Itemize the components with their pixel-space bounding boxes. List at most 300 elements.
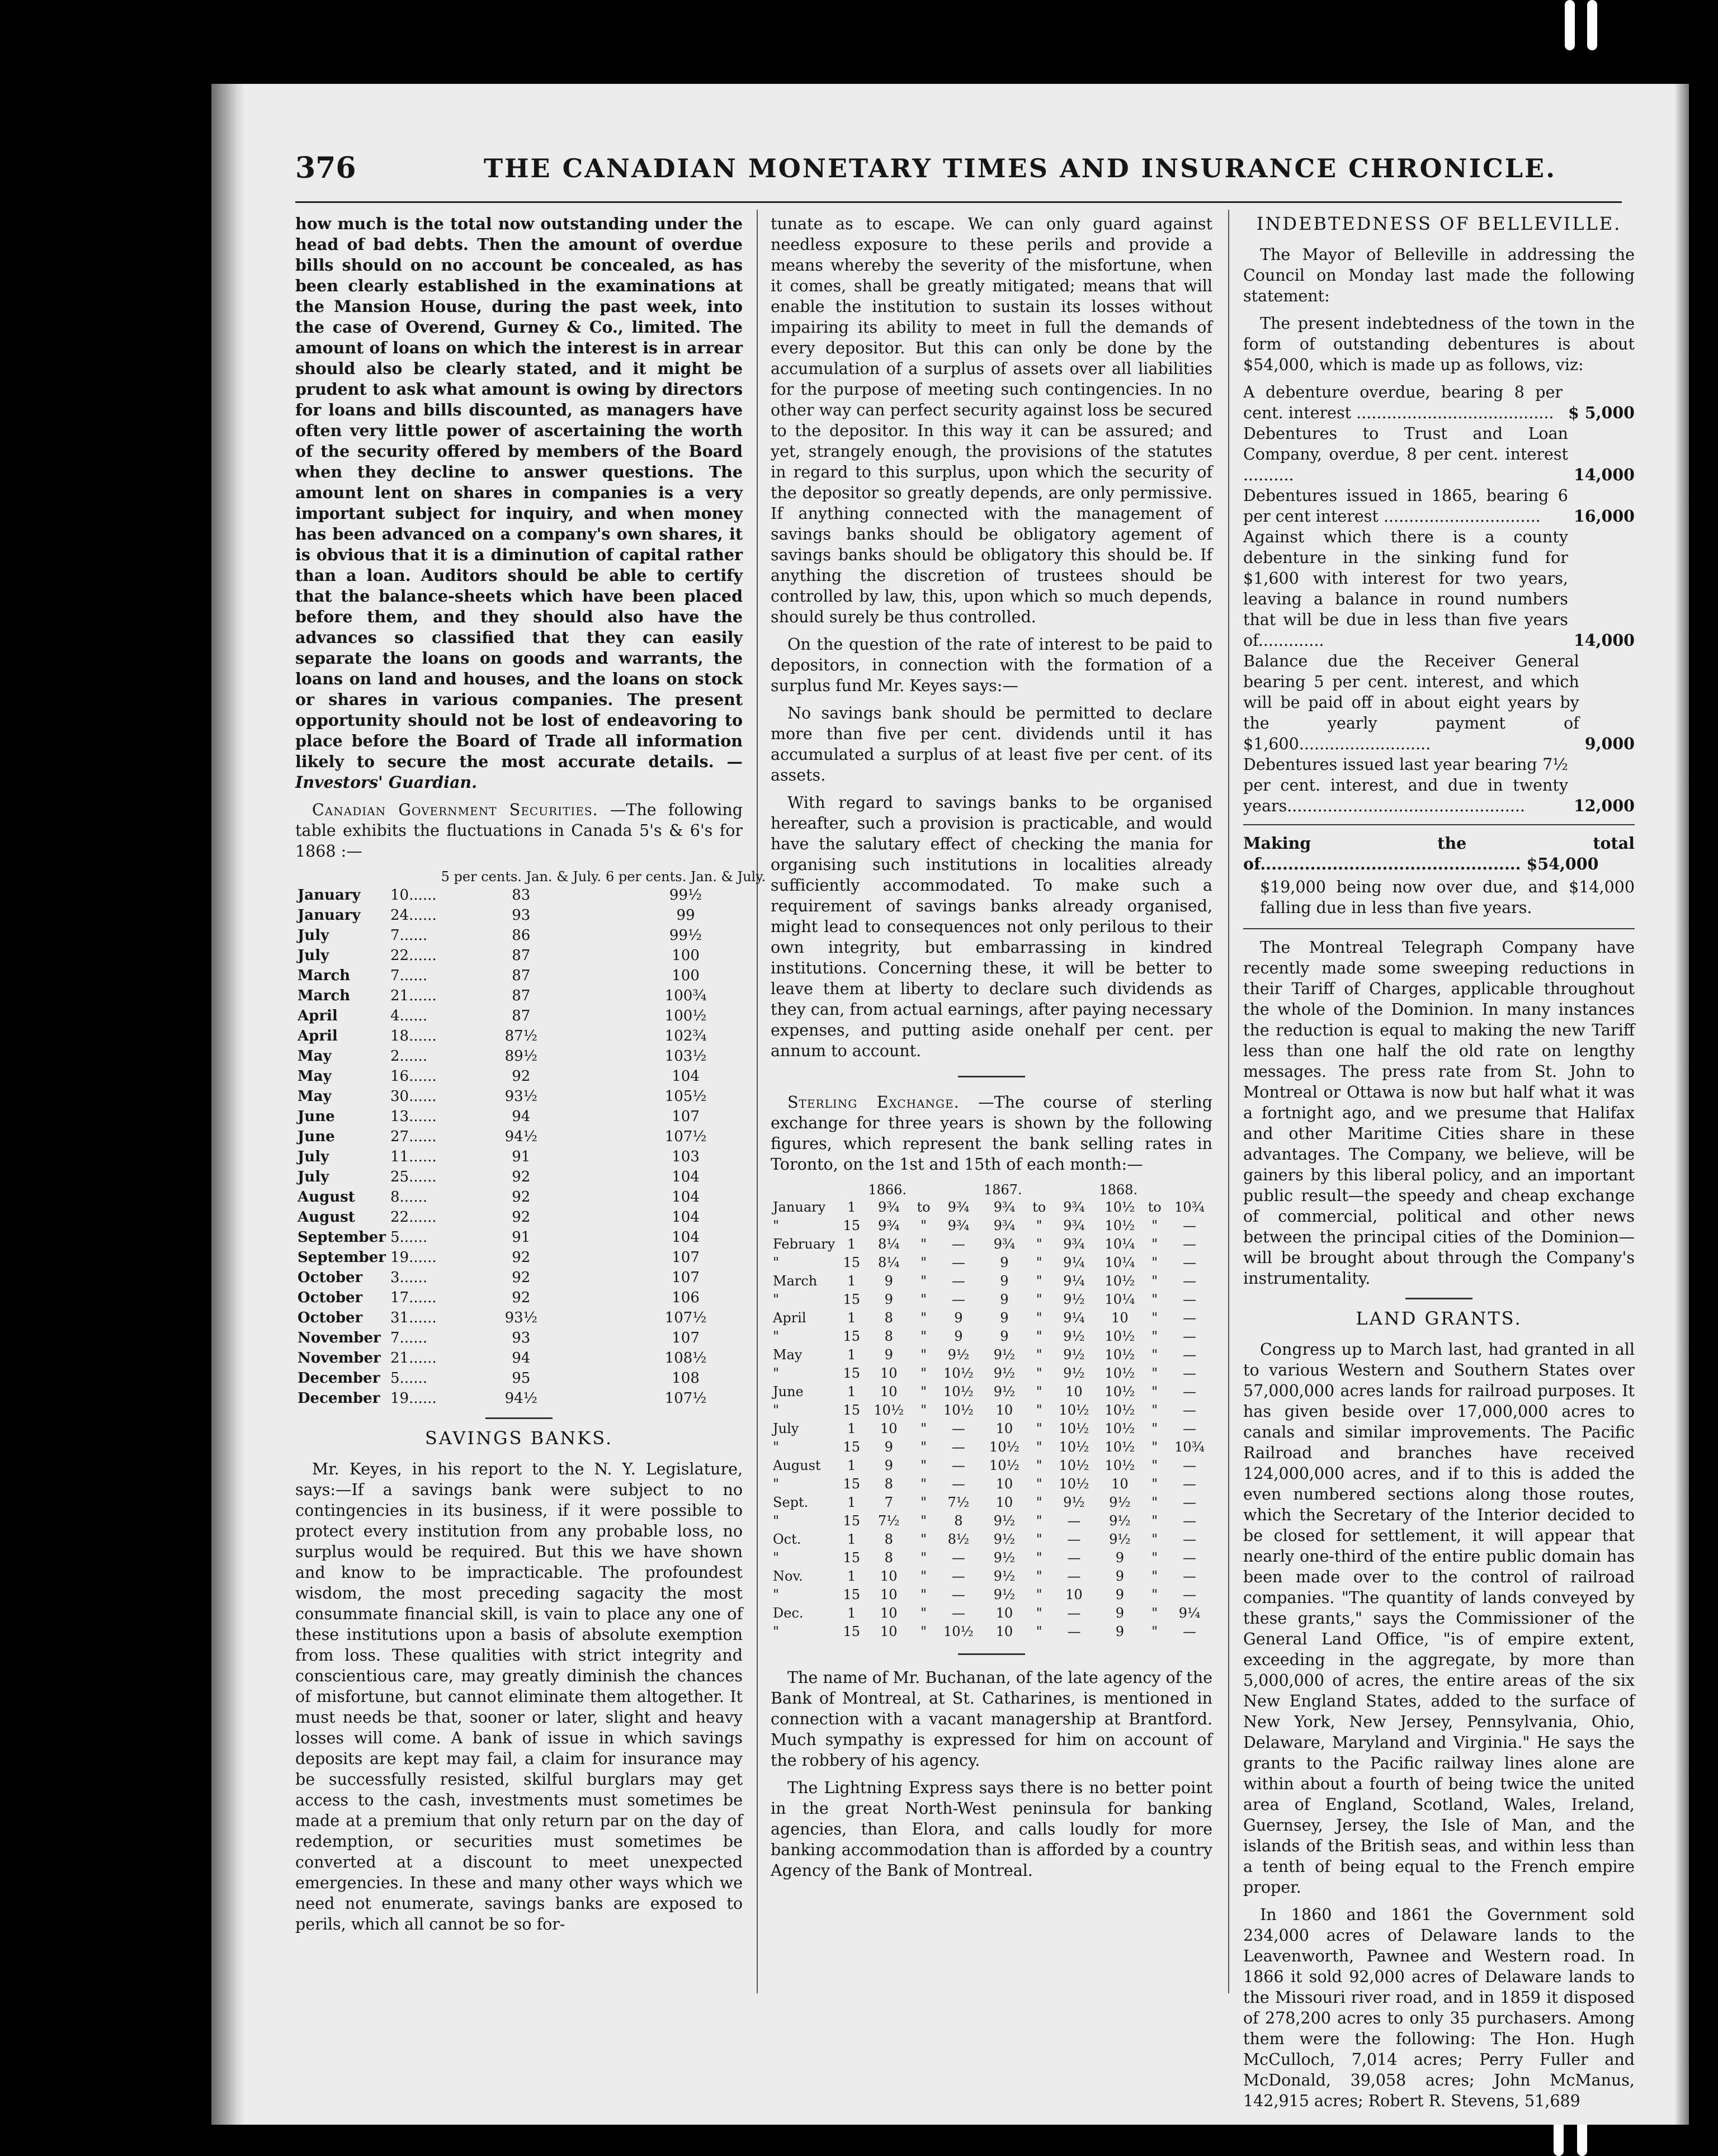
securities-cell: 92	[512, 1169, 531, 1185]
sterling-cell: 1	[847, 1273, 856, 1289]
total-rule	[1243, 824, 1635, 825]
sterling-cell: "	[1151, 1531, 1158, 1547]
securities-cell: August	[298, 1189, 355, 1205]
securities-cell: 100	[672, 967, 700, 984]
sterling-cell: 10	[880, 1568, 898, 1584]
sterling-cell: 9½	[947, 1347, 970, 1363]
sterling-cell: —	[1182, 1384, 1196, 1399]
securities-row	[295, 986, 768, 1006]
sterling-cell: 8	[884, 1476, 893, 1492]
sterling-cell: "	[921, 1328, 927, 1344]
sterling-cell: "	[773, 1365, 780, 1381]
sterling-cell: 1	[847, 1199, 856, 1215]
securities-cell: 93½	[504, 1088, 537, 1105]
securities-cell: 7......	[390, 1330, 428, 1346]
sterling-cell: 9½	[1063, 1365, 1085, 1381]
sterling-cell: —	[1182, 1218, 1196, 1233]
film-sprocket-mark	[1565, 0, 1575, 50]
sterling-row	[771, 1309, 1212, 1327]
securities-col-header: 6 per cents. Jan. & July.	[605, 869, 766, 885]
sterling-cell: "	[921, 1550, 927, 1566]
sterling-cell: "	[1036, 1531, 1042, 1547]
securities-cell: 104	[672, 1209, 700, 1226]
sterling-cell: "	[1151, 1513, 1158, 1529]
sterling-cell: "	[773, 1292, 780, 1307]
sterling-cell: 15	[843, 1513, 861, 1529]
sterling-cell: 1	[847, 1568, 856, 1584]
film-sprocket-mark	[1587, 0, 1597, 50]
securities-cell: 22......	[390, 947, 437, 964]
sterling-row	[771, 1530, 1212, 1549]
belleville-summary: The present indebtedness of the town in the form of outstanding debentures is about $54,000, which is made up as follows, viz:	[1243, 314, 1635, 374]
sterling-cell: 10	[995, 1605, 1013, 1621]
sterling-cell: "	[1036, 1513, 1042, 1529]
sterling-year-header: 1868.	[1099, 1182, 1138, 1198]
sterling-cell: "	[921, 1310, 927, 1326]
sterling-row	[771, 1604, 1212, 1623]
sterling-cell: "	[1151, 1568, 1158, 1584]
securities-cell: 4......	[390, 1008, 428, 1024]
sterling-heading: Sterling Exchange.	[787, 1093, 960, 1112]
sterling-cell: 8	[884, 1310, 893, 1326]
sterling-cell: 9½	[993, 1568, 1016, 1584]
securities-cell: April	[298, 1028, 338, 1044]
securities-cell: 25......	[390, 1169, 437, 1185]
sterling-cell: 10	[1111, 1310, 1129, 1326]
securities-row	[295, 885, 768, 905]
securities-row	[295, 966, 768, 986]
securities-cell: 92	[512, 1189, 531, 1205]
securities-intro-text: —The following table exhibits the fluctuations in Canada 5's & 6's for 1868 :—	[295, 801, 743, 860]
securities-cell: 8......	[390, 1189, 428, 1205]
securities-cell: 5......	[390, 1229, 428, 1246]
securities-row	[295, 1268, 768, 1288]
securities-cell: June	[298, 1108, 335, 1125]
sterling-cell: July	[773, 1421, 799, 1436]
sterling-table-body	[771, 1198, 1212, 1641]
sterling-cell: "	[921, 1236, 927, 1252]
securities-cell: 93	[512, 1330, 531, 1346]
sterling-cell: "	[921, 1458, 927, 1473]
sterling-cell: —	[1182, 1476, 1196, 1492]
sterling-cell: 10½	[1105, 1402, 1135, 1418]
sterling-cell: —	[1182, 1402, 1196, 1418]
securities-cell: 7......	[390, 927, 428, 944]
sterling-cell: 10½	[989, 1439, 1020, 1455]
sterling-cell: "	[1151, 1365, 1158, 1381]
sterling-cell: 9	[1000, 1328, 1009, 1344]
sterling-cell: "	[921, 1624, 927, 1639]
sterling-row	[771, 1420, 1212, 1438]
sterling-cell: —	[951, 1273, 965, 1289]
sterling-cell: —	[951, 1421, 965, 1436]
sterling-cell: 8	[884, 1531, 893, 1547]
securities-cell: 94½	[504, 1128, 537, 1145]
sterling-cell: —	[1182, 1347, 1196, 1363]
securities-cell: September	[298, 1229, 386, 1246]
sterling-cell: June	[773, 1384, 804, 1399]
sterling-cell: 9½	[993, 1513, 1016, 1529]
securities-row	[295, 905, 768, 925]
securities-row	[295, 1147, 768, 1167]
land-grants-paragraph: Congress up to March last, had granted in all to various Western and Southern States over 57,000,000 acres lands for railroad purposes. It has given beside over 17,000,000 acres to canals and similar improvements. The Pacific Railroad and branches have received 124,000,000 acres, and if to this is added the even numbered sections along those routes, which the Secretary of the Interior decided to be closed for settlement, it will appear that nearly one-third of the entire public domain has been made over to the control of railroad companies. "The quantity of lands conveyed by these grants," says the Commissioner of the General Land Office, "is of empire extent, exceeding in the aggregate, by more than 5,000,000 of acres, the entire areas of the six New England States, added to the surface of New York, New Jersey, Pennsylvania, Ohio, Delaware, Maryland and Virginia." He says the grants to the Pacific railway lines alone are within about a fourth of being twice the united area of England, Scotland, Wales, Ireland, Guernsey, Jersey, the Isle of Man, and the islands of the British seas, and within less than a tenth of being equal to the French empire proper.	[1243, 1340, 1635, 1897]
article-continuation	[295, 214, 743, 793]
sterling-cell: "	[921, 1421, 927, 1436]
debt-amount: 14,000	[1573, 465, 1635, 484]
sterling-cell: —	[1182, 1550, 1196, 1566]
securities-cell: 108½	[664, 1350, 707, 1367]
securities-cell: 105½	[664, 1088, 707, 1105]
sterling-cell: —	[1182, 1458, 1196, 1473]
sterling-cell: "	[1036, 1624, 1042, 1639]
sterling-cell: 9¾	[1063, 1199, 1085, 1215]
sterling-cell: "	[1151, 1605, 1158, 1621]
sterling-cell: —	[1182, 1568, 1196, 1584]
sterling-cell: 10	[1065, 1587, 1083, 1602]
dividend-paragraph: No savings bank should be permitted to declare more than five per cent. dividends until it has accumulated a surplus of at least five per cent. of its assets.	[771, 704, 1212, 784]
securities-cell: 100	[672, 947, 700, 964]
column-middle	[771, 214, 1212, 1888]
debt-item	[1243, 754, 1635, 816]
buchanan-paragraph: The name of Mr. Buchanan, of the late agency of the Bank of Montreal, at St. Catharines, is mentioned in connection with a vacant managership at Brantford. Much sympathy is expressed for him on account of the robbery of his agency.	[771, 1668, 1212, 1770]
securities-cell: 89½	[504, 1048, 537, 1065]
securities-cell: April	[298, 1008, 338, 1024]
sterling-cell: 1	[847, 1310, 856, 1326]
sterling-year-header: 1867.	[983, 1182, 1022, 1198]
sterling-cell: "	[1151, 1439, 1158, 1455]
securities-table	[295, 868, 768, 1408]
sterling-cell: 9½	[1109, 1513, 1131, 1529]
securities-cell: 93½	[504, 1309, 537, 1326]
securities-cell: January	[298, 887, 361, 904]
sterling-cell: "	[921, 1384, 927, 1399]
sterling-cell: 10½	[1059, 1439, 1089, 1455]
sterling-cell: 10½	[1059, 1402, 1089, 1418]
securities-intro	[295, 800, 743, 862]
sterling-cell: —	[1182, 1273, 1196, 1289]
sterling-cell: "	[773, 1476, 780, 1492]
securities-cell: 2......	[390, 1048, 428, 1065]
sterling-cell: 9	[1115, 1568, 1124, 1584]
sterling-row	[771, 1254, 1212, 1272]
securities-cell: May	[298, 1068, 332, 1085]
debt-list	[1243, 382, 1635, 816]
securities-row	[295, 1107, 768, 1127]
sterling-cell: 15	[843, 1550, 861, 1566]
sterling-cell: —	[1067, 1624, 1081, 1639]
debt-amount: 14,000	[1573, 631, 1635, 650]
sterling-cell: Dec.	[773, 1605, 804, 1621]
sterling-cell: "	[1151, 1292, 1158, 1307]
securities-cell: 22......	[390, 1209, 437, 1226]
sterling-cell: 10½	[1105, 1347, 1135, 1363]
sterling-cell: 8	[954, 1513, 963, 1529]
sterling-cell: 9	[1115, 1587, 1124, 1602]
savings-banks-heading: SAVINGS BANKS.	[424, 1427, 613, 1449]
sterling-cell: 10½	[943, 1402, 974, 1418]
securities-col-header: 5 per cents. Jan. & July.	[441, 869, 601, 885]
sterling-cell: "	[1036, 1476, 1042, 1492]
sterling-cell: 9¾	[1063, 1218, 1085, 1233]
sterling-cell: 9	[954, 1310, 963, 1326]
debt-item	[1243, 423, 1635, 485]
securities-row	[295, 1086, 768, 1107]
sterling-cell: "	[1151, 1587, 1158, 1602]
securities-cell: 107	[672, 1269, 700, 1286]
sterling-row	[771, 1290, 1212, 1309]
securities-cell: March	[298, 967, 351, 984]
sterling-cell: —	[1182, 1236, 1196, 1252]
sterling-cell: 9	[1000, 1292, 1009, 1307]
securities-cell: 11......	[390, 1148, 437, 1165]
securities-cell: October	[298, 1309, 363, 1326]
securities-cell: 10......	[390, 887, 437, 904]
securities-cell: November	[298, 1330, 381, 1346]
sterling-cell: April	[773, 1310, 806, 1326]
sterling-cell: 1	[847, 1458, 856, 1473]
sterling-cell: 9	[954, 1328, 963, 1344]
sterling-cell: —	[951, 1550, 965, 1566]
sterling-cell: "	[773, 1550, 780, 1566]
sterling-cell: —	[951, 1255, 965, 1270]
sterling-cell: 15	[843, 1624, 861, 1639]
sterling-cell: 15	[843, 1365, 861, 1381]
securities-cell: 21......	[390, 1350, 437, 1367]
securities-cell: July	[298, 947, 329, 964]
sterling-cell: —	[1182, 1587, 1196, 1602]
securities-cell: 99½	[669, 927, 702, 944]
securities-cell: June	[298, 1128, 335, 1145]
sterling-cell: "	[1151, 1236, 1158, 1252]
sterling-cell: 9	[884, 1439, 893, 1455]
sterling-cell: 10¼	[1105, 1292, 1135, 1307]
securities-cell: 104	[672, 1068, 700, 1085]
debt-description: Against which there is a county debenture in the sinking fund for $1,600 with interest for two years, leaving a balance in round numbers that will be due in less than five years of.............	[1243, 528, 1568, 650]
securities-row	[295, 945, 768, 966]
sterling-cell: 9½	[1109, 1495, 1131, 1510]
article-text: how much is the total now outstanding under the head of bad debts. Then the amount of overdue bills should on no account be concealed, as has been clearly established in the examinations at the Mansion House, during the past week, into the case of Overend, Gurney & Co., limited. The amount of loans on which the interest is in arrear should also be clearly stated, and it might be prudent to ask what amount is owing by directors for loans and bills discounted, as managers have often very little power of ascertaining the worth of the security offered by members of the Board when they decline to answer questions. The amount lent on shares in companies is a very important subject for inquiry, and when money has been advanced on a company's own shares, it is obvious that it is a diminution of capital rather than a loan. Auditors should be able to certify that the balance-sheets which have been placed before them, and they should also have the advances so classified that they can easily separate the loans on goods and warrants, the loans on land and houses, and the loans on stock or shares in various companies. The present opportunity should not be lost of endeavoring to place before the Board of Trade all information likely to secure the most accurate details.	[295, 214, 743, 771]
securities-row	[295, 1348, 768, 1368]
securities-row	[295, 1247, 768, 1268]
sterling-cell: 1	[847, 1531, 856, 1547]
sterling-cell: "	[1151, 1402, 1158, 1418]
debt-description: Balance due the Receiver General bearing 5 per cent. interest, and which will be paid off in about eight years by the yearly payment of $1,600..........................	[1243, 652, 1579, 753]
sterling-cell: February	[773, 1236, 836, 1252]
sterling-cell: 10½	[1105, 1421, 1135, 1436]
sterling-cell: 10½	[1059, 1421, 1089, 1436]
masthead-title: THE CANADIAN MONETARY TIMES AND INSURANCE CHRONICLE.	[483, 153, 1557, 183]
debt-amount: $ 5,000	[1568, 403, 1635, 422]
sterling-cell: 1	[847, 1384, 856, 1399]
debt-amount: 12,000	[1573, 796, 1635, 815]
securities-heading: Canadian Government Securities.	[312, 801, 598, 819]
sterling-cell: —	[1067, 1550, 1081, 1566]
debt-description: Debentures to Trust and Loan Company, overdue, 8 per cent. interest ..........	[1243, 424, 1568, 484]
sterling-cell: "	[921, 1513, 927, 1529]
securities-cell: 107	[672, 1249, 700, 1266]
sterling-cell: 9½	[1063, 1347, 1085, 1363]
sterling-cell: —	[1067, 1513, 1081, 1529]
securities-cell: December	[298, 1390, 380, 1407]
sterling-cell: 10½	[989, 1458, 1020, 1473]
sterling-cell: 15	[843, 1476, 861, 1492]
securities-cell: September	[298, 1249, 386, 1266]
sterling-row	[771, 1457, 1212, 1475]
sterling-cell: to	[1148, 1199, 1162, 1215]
sterling-cell: "	[773, 1513, 780, 1529]
securities-row	[295, 1288, 768, 1308]
securities-row	[295, 1127, 768, 1147]
securities-cell: 31......	[390, 1309, 437, 1326]
sterling-cell: —	[1067, 1568, 1081, 1584]
securities-cell: 21......	[390, 987, 437, 1004]
page-header	[295, 140, 1622, 203]
sterling-row	[771, 1383, 1212, 1401]
securities-cell: 92	[512, 1249, 531, 1266]
sterling-row	[771, 1272, 1212, 1290]
sterling-cell: 10½	[943, 1624, 974, 1639]
debt-item	[1243, 527, 1635, 651]
sterling-cell: 9½	[993, 1347, 1016, 1363]
debt-item	[1243, 485, 1635, 527]
securities-cell: May	[298, 1088, 332, 1105]
sterling-cell: "	[921, 1495, 927, 1510]
securities-cell: 107½	[664, 1309, 707, 1326]
sterling-cell: "	[1036, 1550, 1042, 1566]
sterling-row	[771, 1493, 1212, 1512]
sterling-cell: "	[773, 1218, 780, 1233]
sterling-cell: "	[921, 1605, 927, 1621]
sterling-cell: "	[921, 1568, 927, 1584]
securities-cell: 94½	[504, 1390, 537, 1407]
sterling-row	[771, 1217, 1212, 1235]
sterling-cell: "	[1036, 1328, 1042, 1344]
securities-cell: October	[298, 1289, 363, 1306]
sterling-cell: 9¼	[1063, 1255, 1085, 1270]
debt-item	[1243, 382, 1635, 423]
sterling-table	[771, 1181, 1212, 1641]
sterling-cell: —	[1182, 1292, 1196, 1307]
securities-cell: July	[298, 927, 329, 944]
sterling-cell: "	[1036, 1347, 1042, 1363]
sterling-cell: 1	[847, 1421, 856, 1436]
savings-continuation: tunate as to escape. We can only guard against needless exposure to these perils and provide a means whereby the severity of the misfortune, when it comes, shall be greatly mitigated; means that will enable the institution to sustain its losses without impairing its ability to meet in full the demands of every depositor. But this can only be done by the accumulation of a surplus of assets over all liabilities for the purpose of meeting such contingencies. In no other way can perfect security against loss be secured to the depositor. In this way it can be assured; and yet, strangely enough, the provisions of the statutes in regard to this surplus, upon which the security of the depositor so greatly depends, are only permissive. If anything connected with the management of savings banks should be obligatory agement of savings banks should be obligatory this should be. If anything the discretion of trustees should be controlled by law, this, upon which so much depends, should surely be thus controlled.	[771, 215, 1212, 626]
securities-cell: 13......	[390, 1108, 437, 1125]
section-rule	[1243, 928, 1635, 929]
sterling-cell: "	[921, 1439, 927, 1455]
sterling-cell: "	[921, 1476, 927, 1492]
sterling-cell: "	[1151, 1310, 1158, 1326]
securities-cell: 87	[512, 967, 531, 984]
securities-cell: 103½	[664, 1048, 707, 1065]
securities-cell: 87	[512, 1008, 531, 1024]
sterling-cell: 15	[843, 1402, 861, 1418]
sterling-cell: 9¾	[1063, 1236, 1085, 1252]
sterling-cell: 10	[1065, 1384, 1083, 1399]
securities-table-body	[295, 885, 768, 1408]
sterling-cell: 10¾	[1174, 1439, 1205, 1455]
sterling-cell: "	[773, 1624, 780, 1639]
sterling-cell: 10	[880, 1605, 898, 1621]
sterling-cell: "	[1151, 1218, 1158, 1233]
sterling-cell: 7½	[947, 1495, 970, 1510]
sterling-cell: 9½	[993, 1365, 1016, 1381]
sterling-cell: 9¼	[1063, 1310, 1085, 1326]
sterling-cell: 9¼	[1178, 1605, 1201, 1621]
securities-row	[295, 1026, 768, 1046]
securities-cell: 16......	[390, 1068, 437, 1085]
sterling-cell: 9	[1115, 1624, 1124, 1639]
sterling-cell: —	[951, 1236, 965, 1252]
land-grants-heading: LAND GRANTS.	[1356, 1308, 1522, 1329]
securities-cell: 106	[672, 1289, 700, 1306]
sterling-cell: "	[921, 1365, 927, 1381]
sterling-cell: —	[1182, 1624, 1196, 1639]
sterling-cell: "	[921, 1347, 927, 1363]
securities-cell: 107	[672, 1330, 700, 1346]
securities-cell: 24......	[390, 907, 437, 924]
sterling-cell: 10½	[1105, 1328, 1135, 1344]
securities-cell: 92	[512, 1269, 531, 1286]
securities-cell: August	[298, 1209, 355, 1226]
sterling-cell: "	[1151, 1495, 1158, 1510]
sterling-cell: —	[1182, 1531, 1196, 1547]
sterling-cell: 10½	[1105, 1365, 1135, 1381]
securities-cell: 87	[512, 987, 531, 1004]
sterling-cell: 9¾	[947, 1218, 970, 1233]
sterling-cell: 10	[995, 1476, 1013, 1492]
interest-paragraph: On the question of the rate of interest to be paid to depositors, in connection with the formation of a surplus fund Mr. Keyes says:—	[771, 635, 1212, 695]
sterling-cell: "	[1036, 1292, 1042, 1307]
sterling-cell: 9½	[993, 1531, 1016, 1547]
sterling-cell: 10¼	[1105, 1236, 1135, 1252]
sterling-row	[771, 1586, 1212, 1604]
sterling-cell: "	[1036, 1458, 1042, 1473]
sterling-cell: "	[1036, 1384, 1042, 1399]
securities-cell: December	[298, 1370, 380, 1387]
sterling-cell: —	[951, 1292, 965, 1307]
sterling-cell: "	[773, 1402, 780, 1418]
sterling-cell: "	[921, 1255, 927, 1270]
sterling-cell: 15	[843, 1328, 861, 1344]
sterling-cell: 1	[847, 1605, 856, 1621]
sterling-cell: 9¾	[993, 1218, 1016, 1233]
sterling-cell: "	[1151, 1384, 1158, 1399]
sterling-row	[771, 1512, 1212, 1530]
securities-cell: 93	[512, 907, 531, 924]
sterling-cell: August	[773, 1458, 821, 1473]
sterling-cell: 10¾	[1174, 1199, 1205, 1215]
sterling-cell: 1	[847, 1347, 856, 1363]
debt-description: A debenture overdue, bearing 8 per cent. interest .......................................	[1243, 383, 1563, 422]
securities-cell: 87½	[504, 1028, 537, 1044]
sterling-cell: 8¼	[878, 1255, 900, 1270]
sterling-cell: 10½	[1105, 1439, 1135, 1455]
securities-cell: 95	[512, 1370, 531, 1387]
sterling-cell: 9	[1000, 1310, 1009, 1326]
sterling-cell: "	[921, 1587, 927, 1602]
sterling-cell: 9¼	[1063, 1273, 1085, 1289]
sterling-cell: 10	[880, 1421, 898, 1436]
securities-cell: 100½	[664, 1008, 707, 1024]
securities-cell: July	[298, 1169, 329, 1185]
sterling-cell: "	[1036, 1605, 1042, 1621]
debt-description: Debentures issued last year bearing 7½ per cent. interest, and due in twenty years...............................................	[1243, 755, 1568, 815]
sterling-cell: —	[1067, 1605, 1081, 1621]
sterling-cell: Nov.	[773, 1568, 803, 1584]
securities-cell: 102¾	[664, 1028, 707, 1044]
belleville-heading: INDEBTEDNESS OF BELLEVILLE.	[1256, 213, 1622, 234]
